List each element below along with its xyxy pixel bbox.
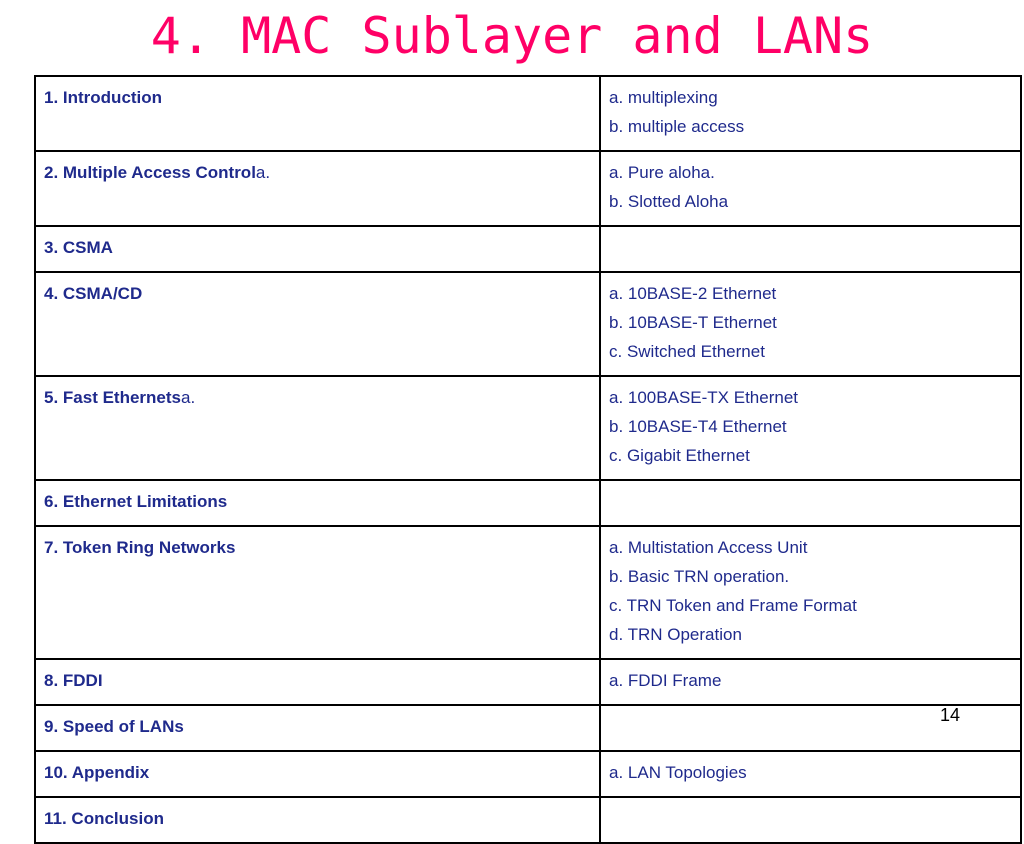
slide-title: 4. MAC Sublayer and LANs — [150, 7, 874, 65]
subtopic-item: b. Basic TRN operation. — [609, 567, 790, 586]
subtopic-item: a. multiplexing — [609, 88, 718, 107]
topic-cell — [35, 480, 600, 526]
topic-suffix: a. — [255, 163, 271, 182]
subtopic-item: c. TRN Token and Frame Format — [609, 596, 857, 615]
subtopics-cell — [600, 151, 1021, 226]
topic-suffix: a. — [181, 388, 196, 407]
table-row — [35, 797, 1021, 843]
topic-label: 6. Ethernet Limitations — [44, 492, 228, 511]
topic-cell — [35, 76, 600, 151]
table-row — [35, 659, 1021, 705]
topic-label: 10. Appendix — [44, 763, 150, 782]
subtopic-item: d. TRN Operation — [609, 625, 742, 644]
topic-cell — [35, 705, 600, 751]
page-number: 14 — [940, 705, 961, 725]
subtopic-item: b. multiple access — [609, 117, 745, 136]
subtopics-cell — [600, 480, 1021, 526]
subtopic-item: a. Pure aloha. — [609, 163, 715, 182]
subtopic-item: a. Multistation Access Unit — [609, 538, 808, 557]
subtopic-item: c. Switched Ethernet — [609, 342, 765, 361]
table-row — [35, 376, 1021, 480]
topic-label: 7. Token Ring Networks — [44, 538, 236, 557]
topic-label: 4. CSMA/CD — [44, 284, 143, 303]
subtopic-item: a. LAN Topologies — [609, 763, 747, 782]
table-row — [35, 272, 1021, 376]
subtopics-cell — [600, 751, 1021, 797]
subtopics-cell — [600, 376, 1021, 480]
table-row — [35, 480, 1021, 526]
subtopics-cell — [600, 226, 1021, 272]
subtopics-cell — [600, 76, 1021, 151]
subtopics-cell — [600, 659, 1021, 705]
subtopic-item: c. Gigabit Ethernet — [609, 446, 750, 465]
table-row — [35, 76, 1021, 151]
subtopics-cell — [600, 526, 1021, 659]
topic-label: 5. Fast Ethernets — [44, 388, 181, 407]
topic-cell — [35, 797, 600, 843]
topic-cell — [35, 376, 600, 480]
topic-label: 11. Conclusion — [44, 809, 164, 828]
table-row — [35, 526, 1021, 659]
table-row — [35, 151, 1021, 226]
topic-cell — [35, 659, 600, 705]
subtopic-item: a. 100BASE-TX Ethernet — [609, 388, 798, 407]
subtopic-item: a. 10BASE-2 Ethernet — [609, 284, 777, 303]
subtopics-cell — [600, 272, 1021, 376]
topic-cell — [35, 751, 600, 797]
contents-table — [34, 75, 1022, 844]
subtopic-item: a. FDDI Frame — [609, 671, 722, 690]
topic-cell — [35, 226, 600, 272]
subtopic-item: b. 10BASE-T4 Ethernet — [609, 417, 787, 436]
subtopics-cell — [600, 797, 1021, 843]
topic-cell — [35, 151, 600, 226]
topic-label: 1. Introduction — [44, 88, 163, 107]
topic-label: 3. CSMA — [44, 238, 113, 257]
topic-label: 9. Speed of LANs — [44, 717, 184, 736]
subtopic-item: b. 10BASE-T Ethernet — [609, 313, 777, 332]
contents-table-body — [35, 76, 1021, 843]
topic-label: 8. FDDI — [44, 671, 103, 690]
topic-label: 2. Multiple Access Control — [44, 163, 256, 182]
table-row — [35, 705, 1021, 751]
table-row — [35, 226, 1021, 272]
table-row — [35, 751, 1021, 797]
subtopic-item: b. Slotted Aloha — [609, 192, 729, 211]
topic-cell — [35, 526, 600, 659]
topic-cell — [35, 272, 600, 376]
